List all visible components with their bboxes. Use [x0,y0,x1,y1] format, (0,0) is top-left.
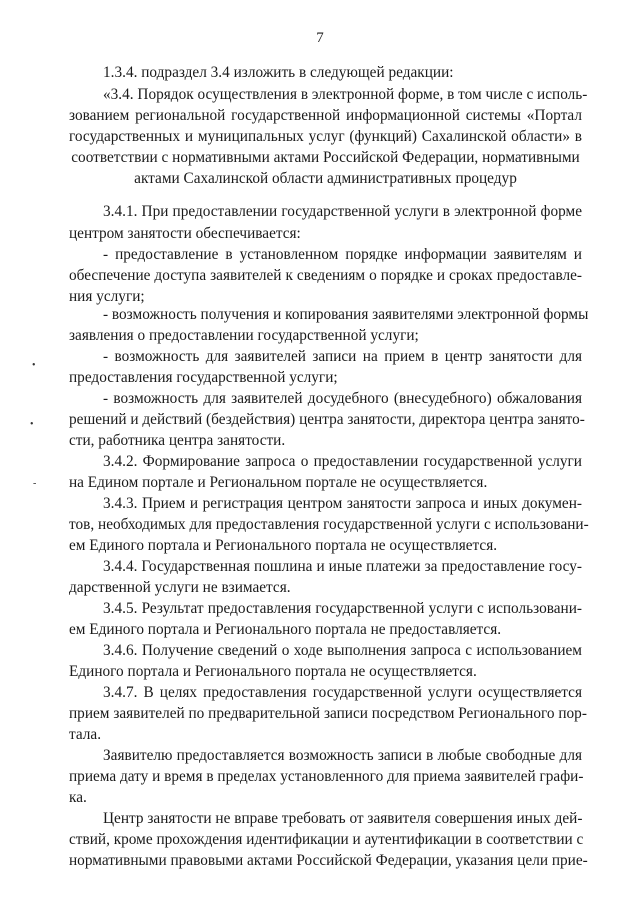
text-line: 1.3.4. подраздел 3.4 изложить в следующей редакции: [103,64,454,81]
text-line: Единого портала и Регионального портала не осуществляется. [69,663,477,680]
text-line: дарственной услуги не взимается. [69,579,291,596]
text-line: центром занятости обеспечивается: [69,225,301,242]
text-line: нормативными правовыми актами Российской Федерации, указания цели прие- [69,852,588,869]
text-line: ем Единого портала и Регионального портала не предоставляется. [69,621,502,638]
text-line: ка. [69,789,87,806]
text-line: Центр занятости не вправе требовать от заявителя совершения иных дей- [103,810,583,827]
text-line: прием заявителей по предварительной записи посредством Регионального пор- [69,705,587,722]
scan-speck: - [33,478,37,489]
text-line: на Едином портале и Региональном портале не осуществляется. [69,474,488,491]
text-line: Заявителю предоставляется возможность записи в любые свободные для [103,747,582,764]
text-line: 3.4.1. При предоставлении государственной услуги в электронной форме [103,203,582,220]
scan-speck: • [32,360,36,371]
text-line: обеспечение доступа заявителей к сведениям о порядке и сроках предоставле- [69,267,582,284]
text-line: зованием региональной государственной информационной системы «Портал [69,107,582,124]
text-line: тала. [69,726,102,743]
scan-speck: • [30,419,34,430]
text-line: актами Сахалинской области административных процедур [134,170,517,187]
text-line: ния услуги; [69,288,145,305]
text-line: ем Единого портала и Регионального портала не осуществляется. [69,537,498,554]
text-line: предоставления государственной услуги; [69,369,338,386]
text-line: приема дату и время в пределах установленного для приема заявителей графи- [69,768,584,785]
page-number: 7 [316,30,324,46]
text-line: 3.4.2. Формирование запроса о предоставлении государственной услуги [103,453,582,470]
text-line: 3.4.4. Государственная пошлина и иные платежи за предоставление госу- [103,558,582,575]
text-line: 3.4.3. Прием и регистрация центром занятости запроса и иных докумен- [103,495,582,512]
text-line: - возможность для заявителей записи на прием в центр занятости для [103,348,582,365]
text-line: - возможность для заявителей досудебного (внесудебного) обжалования [103,390,582,407]
text-line: государственных и муниципальных услуг (функций) Сахалинской области» в [69,128,582,145]
text-line: тов, необходимых для предоставления государственной услуги с использовани- [69,516,589,533]
text-line: - предоставление в установленном порядке информации заявителям и [103,246,582,263]
text-line: сти, работника центра занятости. [69,432,286,449]
text-line: ствий, кроме прохождения идентификации и аутентификации в соответствии с [69,831,584,848]
text-line: заявления о предоставлении государственной услуги; [69,327,419,344]
text-line: соответствии с нормативными актами Российской Федерации, нормативными [71,149,580,166]
text-line: решений и действий (бездействия) центра занятости, директора центра занято- [69,411,585,428]
text-line: 3.4.7. В целях предоставления государственной услуги осуществляется [103,684,582,701]
text-line: 3.4.6. Получение сведений о ходе выполнения запроса с использованием [103,642,582,659]
text-line: «3.4. Порядок осуществления в электронной форме, в том числе с исполь- [103,86,588,103]
text-line: 3.4.5. Результат предоставления государственной услуги с использовани- [103,600,582,617]
text-line: - возможность получения и копирования заявителями электронной формы [103,306,589,323]
